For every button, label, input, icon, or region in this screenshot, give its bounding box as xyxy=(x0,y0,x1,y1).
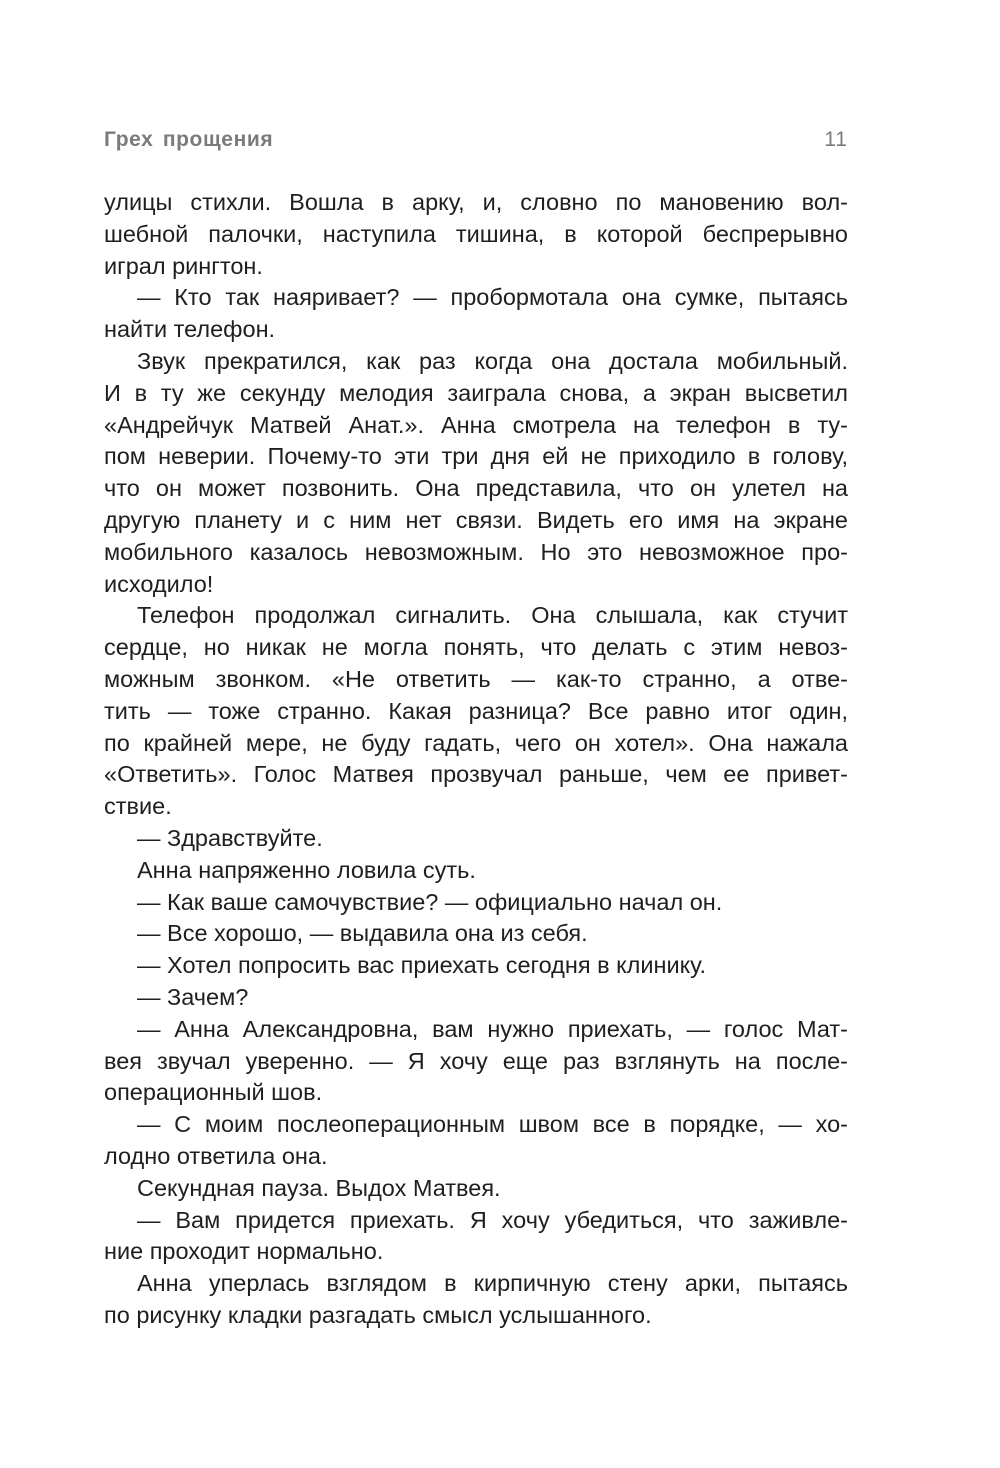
text-line: Звук прекратился, как раз когда она достала мобильный. xyxy=(137,347,848,374)
paragraph xyxy=(104,918,848,950)
text-line: найти телефон. xyxy=(104,316,276,343)
text-line: играл рингтон. xyxy=(104,252,263,279)
paragraph xyxy=(104,187,848,282)
text-line: другую планету и с ним нет связи. Видеть его имя на экране xyxy=(104,506,848,533)
text-line: — Здравствуйте. xyxy=(137,824,323,851)
text-line: — С моим послеоперационным швом все в порядке, — хо- xyxy=(137,1111,848,1138)
text-line: улицы стихли. Вошла в арку, и, словно по мановению вол- xyxy=(104,189,848,215)
text-line: по рисунку кладки разгадать смысл услышанного. xyxy=(104,1301,652,1328)
paragraph xyxy=(104,600,848,823)
paragraph xyxy=(104,855,848,887)
text-line: «Андрейчук Матвей Анат.». Анна смотрела на телефон в ту- xyxy=(104,411,848,438)
paragraph xyxy=(104,1014,848,1109)
text-line: — Все хорошо, — выдавила она из себя. xyxy=(137,920,588,947)
running-title: Грех прощения xyxy=(104,128,274,151)
text-line: Анна напряженно ловила суть. xyxy=(137,856,476,883)
text-line: — Кто так наяривает? — пробормотала она сумке, пытаясь xyxy=(137,284,848,311)
text-line: сердце, но никак не могла понять, что делать с этим невоз- xyxy=(104,634,848,661)
page-number: 11 xyxy=(824,128,848,151)
text-line: тить — тоже странно. Какая разница? Все равно итог один, xyxy=(104,697,848,724)
paragraph xyxy=(104,887,848,919)
paragraph xyxy=(104,982,848,1014)
paragraph xyxy=(104,1173,848,1205)
paragraph xyxy=(104,1268,848,1332)
text-line: ние проходит нормально. xyxy=(104,1238,384,1265)
text-line: — Анна Александровна, вам нужно приехать, — голос Мат- xyxy=(137,1015,848,1042)
running-header xyxy=(104,128,848,152)
paragraph xyxy=(104,950,848,982)
text-line: можным звонком. «Не ответить — как-то странно, а отве- xyxy=(104,665,848,692)
paragraph xyxy=(104,823,848,855)
text-line: Телефон продолжал сигналить. Она слышала, как стучит xyxy=(137,602,848,629)
text-line: Анна уперлась взглядом в кирпичную стену арки, пытаясь xyxy=(137,1270,848,1297)
text-line: что он может позвонить. Она представила, что он улетел на xyxy=(104,475,848,502)
paragraph xyxy=(104,1205,848,1269)
text-line: операционный шов. xyxy=(104,1079,323,1106)
paragraph xyxy=(104,1109,848,1173)
text-line: — Хотел попросить вас приехать сегодня в клинику. xyxy=(137,952,707,979)
paragraph xyxy=(104,346,848,600)
text-line: Секундная пауза. Выдох Матвея. xyxy=(137,1174,501,1201)
text-line: ствие. xyxy=(104,793,172,820)
text-line: И в ту же секунду мелодия заиграла снова, а экран высветил xyxy=(104,379,848,406)
page-text xyxy=(104,187,848,1332)
text-line: — Как ваше самочувствие? — официально начал он. xyxy=(137,888,723,915)
text-line: — Зачем? xyxy=(137,983,249,1010)
text-line: по крайней мере, не буду гадать, чего он хотел». Она нажала xyxy=(104,729,848,756)
paragraph xyxy=(104,282,848,346)
text-line: шебной палочки, наступила тишина, в которой беспрерывно xyxy=(104,220,848,247)
text-line: мобильного казалось невозможным. Но это невозможное про- xyxy=(104,538,848,565)
text-line: пом неверии. Почему-то эти три дня ей не приходило в голову, xyxy=(104,443,848,470)
text-line: — Вам придется приехать. Я хочу убедиться, что заживле- xyxy=(137,1206,848,1233)
text-line: исходило! xyxy=(104,570,214,597)
text-line: «Ответить». Голос Матвея прозвучал раньше, чем ее привет- xyxy=(104,761,848,788)
text-line: вея звучал уверенно. — Я хочу еще раз взглянуть на после- xyxy=(104,1047,848,1074)
text-line: лодно ответила она. xyxy=(104,1142,328,1169)
